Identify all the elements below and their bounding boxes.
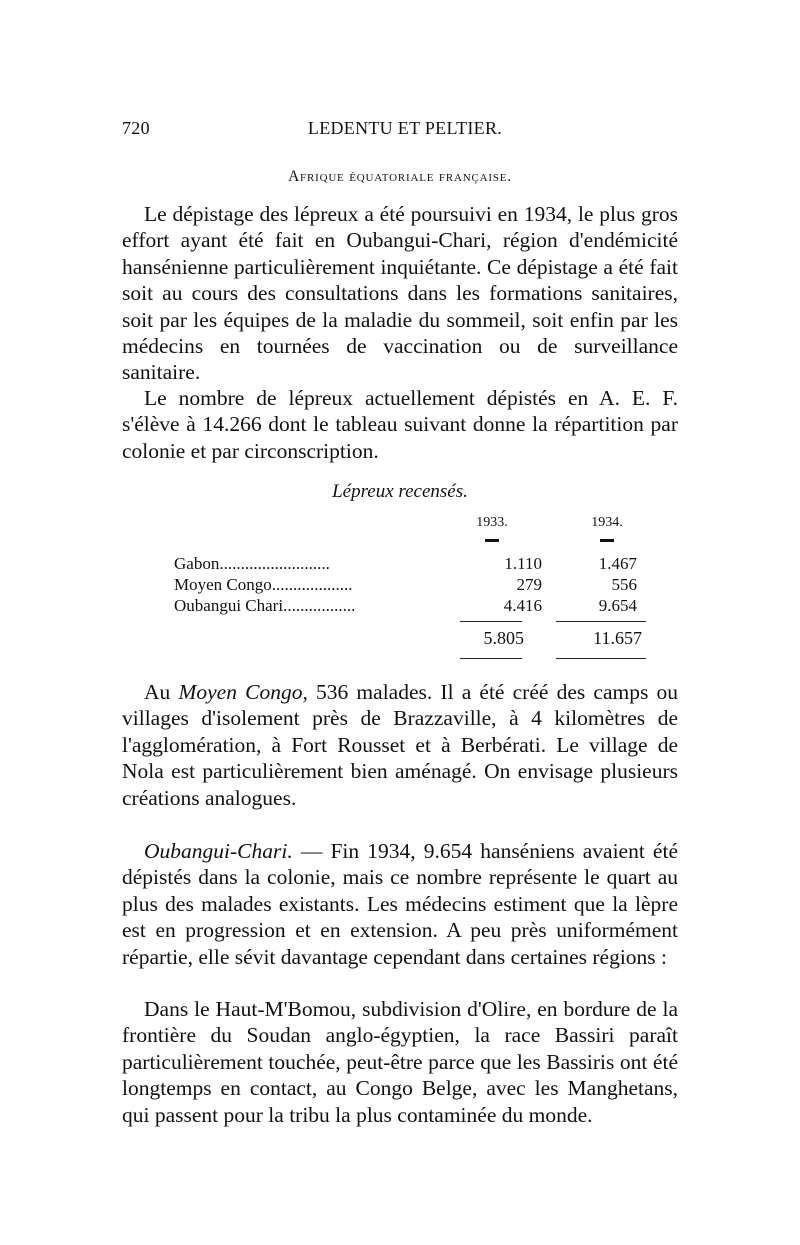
place-oubangui-chari: Oubangui-Chari. bbox=[144, 839, 293, 863]
place-moyen-congo: Moyen Congo, bbox=[178, 680, 308, 704]
value-1934: 556 bbox=[611, 575, 637, 594]
page-number: 720 bbox=[122, 118, 150, 138]
sum-rule bbox=[460, 621, 522, 622]
column-header-1934: 1934. bbox=[591, 515, 623, 530]
table-row bbox=[174, 575, 654, 597]
paragraph-4-text: — Fin 1934, 9.654 hanséniens avaient été dépistés dans la colonie, mais ce nombre représente le quart au plus des malades existants. Les médecins estiment que la lèpre est en progression et en extension. A peu près uniformément répartie, elle sévit davantage cependant dans certaines régions : bbox=[122, 839, 678, 969]
paragraph-2-text: Le nombre de lépreux actuellement dépistés en A. E. F. s'élève à 14.266 dont le tableau suivant donne la répartition par colonie et par circonscription. bbox=[122, 386, 678, 463]
paragraph-5 bbox=[122, 996, 678, 1128]
value-1933: 279 bbox=[516, 575, 542, 594]
row-name: Moyen Congo................... bbox=[174, 575, 353, 594]
paragraph-5-text: Dans le Haut-M'Bomou, subdivision d'Olire, en bordure de la frontière du Soudan anglo-égyptien, la race Bassiri paraît particulièrement touchée, peut-être parce que les Bassiris ont été longtemps en contact, au Congo Belge, avec les Manghetans, qui passent pour la tribu la plus contaminée du monde. bbox=[122, 997, 678, 1127]
running-head: LEDENTU ET PELTIER. bbox=[307, 118, 503, 138]
paragraph-4 bbox=[122, 838, 678, 970]
row-name: Oubangui Chari................. bbox=[174, 596, 356, 615]
row-name: Gabon.......................... bbox=[174, 554, 330, 573]
value-1933: 4.416 bbox=[503, 596, 542, 615]
value-1934: 9.654 bbox=[598, 596, 637, 615]
paragraph-3 bbox=[122, 679, 678, 811]
total-rule bbox=[460, 658, 522, 659]
table-row bbox=[174, 554, 654, 576]
value-1933: 1.110 bbox=[504, 554, 542, 573]
total-1934: 11.657 bbox=[593, 628, 642, 648]
column-dash bbox=[600, 539, 614, 542]
paragraph-3-text: 536 malades. Il a été créé des camps ou villages d'isolement près de Brazzaville, à 4 kilomètres de l'agglomération, à Fort Rousset et à Berbérati. Le village de Nola est particulièrement bien aménagé. On envisage plusieurs créations analogues. bbox=[122, 680, 679, 810]
page-header bbox=[122, 118, 678, 144]
paragraph-1-text: Le dépistage des lépreux a été poursuivi en 1934, le plus gros effort ayant été fait en Oubangui-Chari, région d'endémicité hansénienne particulièrement inquiétante. Ce dépistage a été fait soit au cours des consultations dans les formations sanitaires, soit par les équipes de la maladie du sommeil, soit enfin par les médecins en tournées de vaccination ou de surveillance sanitaire. bbox=[122, 202, 678, 385]
sum-rule bbox=[556, 621, 646, 622]
paragraph-3-lead: Au bbox=[144, 680, 171, 704]
paragraph-2 bbox=[122, 385, 678, 464]
total-1933: 5.805 bbox=[483, 628, 524, 648]
table-row bbox=[174, 596, 654, 618]
section-heading: Afrique équatoriale française. bbox=[288, 168, 512, 185]
column-header-1933: 1933. bbox=[476, 515, 508, 530]
table-caption: Lépreux recensés. bbox=[332, 481, 468, 502]
total-rule bbox=[556, 658, 646, 659]
value-1934: 1.467 bbox=[598, 554, 637, 573]
column-dash bbox=[485, 539, 499, 542]
paragraph-1 bbox=[122, 201, 678, 386]
